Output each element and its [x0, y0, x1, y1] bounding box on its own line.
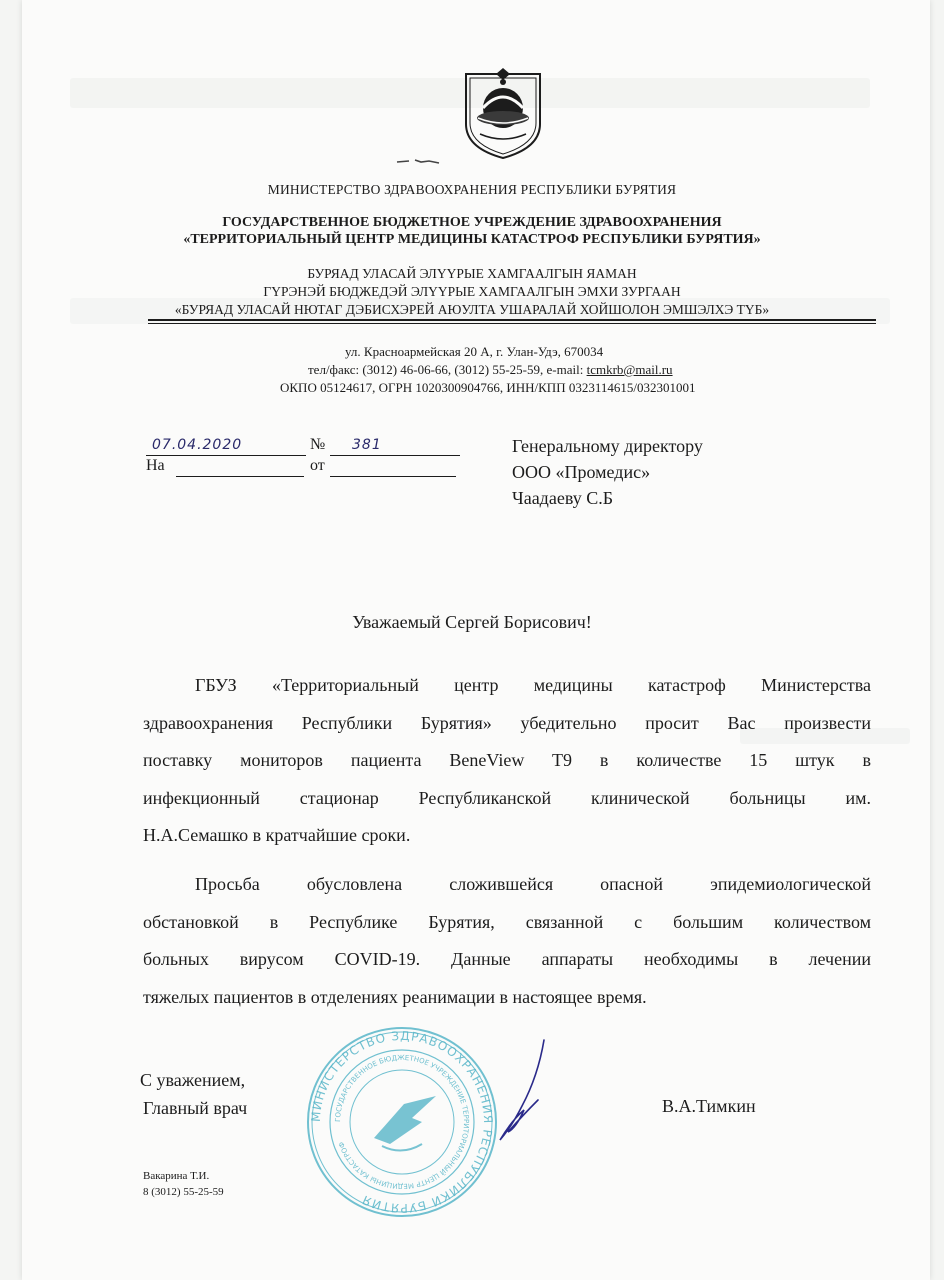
executor-name: Вакарина Т.И. [143, 1170, 210, 1182]
number-line [330, 455, 460, 456]
from-line [330, 476, 456, 477]
buryat-name-line1: БУРЯАД УЛАСАЙ ЭЛҮҮРЫЕ ХАМГААЛГЫН ЯАМАН [307, 266, 637, 281]
body-line: поставку мониторов пациента BeneView T9 в количестве 15 штук в [143, 750, 871, 770]
reply-label: На [146, 457, 165, 474]
salutation: Уважаемый Сергей Борисович! [352, 612, 592, 632]
handwritten-date: 07.04.2020 [152, 437, 243, 453]
body-line: ГБУЗ «Территориальный центр медицины катастроф Министерства [195, 675, 871, 695]
postal-address: ул. Красноармейская 20 А, г. Улан-Удэ, 670034 [345, 344, 604, 359]
number-label: № [310, 436, 326, 453]
executor-phone: 8 (3012) 55-25-59 [143, 1186, 224, 1198]
closing-regards: С уважением, [140, 1070, 246, 1090]
body-line: инфекционный стационар Республиканской клинической больницы им. [143, 787, 871, 808]
registry-codes: ОКПО 05124617, ОГРН 1020300904766, ИНН/КПП 0323114615/032301001 [280, 380, 696, 395]
signatory-position: Главный врач [143, 1098, 248, 1118]
institution-name-line2: «ТЕРРИТОРИАЛЬНЫЙ ЦЕНТР МЕДИЦИНЫ КАТАСТРОФ РЕСПУБЛИКИ БУРЯТИЯ» [183, 232, 761, 247]
addressee-name: Чаадаеву С.Б [512, 488, 614, 508]
handwritten-number: 381 [352, 437, 382, 453]
pen-mark [395, 156, 441, 166]
body-line: тяжелых пациентов в отделениях реанимации в настоящее время. [143, 986, 647, 1007]
ministry-name: МИНИСТЕРСТВО ЗДРАВООХРАНЕНИЯ РЕСПУБЛИКИ БУРЯТИЯ [267, 182, 677, 197]
stamp-outer-text: МИНИСТЕРСТВО ЗДРАВООХРАНЕНИЯ РЕСПУБЛИКИ БУРЯТИЯ [308, 1028, 496, 1216]
signatory-name: В.А.Тимкин [662, 1096, 756, 1116]
body-line: здравоохранения Республики Бурятия» убедительно просит Вас произвести [143, 712, 871, 733]
body-paragraph-2 [143, 866, 871, 1016]
body-line: Просьба обусловлена сложившейся опасной эпидемиологической [195, 874, 871, 894]
letterhead-divider [148, 319, 876, 321]
from-label: от [310, 457, 325, 474]
body-line: больных вирусом COVID-19. Данные аппараты необходимы в лечении [143, 949, 871, 969]
handwritten-signature [478, 1036, 558, 1146]
phone-fax: тел/факс: (3012) 46-06-66, (3012) 55-25-59, e-mail: [308, 362, 587, 377]
body-paragraph-1 [143, 667, 871, 855]
addressee-company: ООО «Промедис» [512, 462, 651, 482]
email-link[interactable]: tcmkrb@mail.ru [586, 362, 673, 377]
date-line [146, 455, 306, 456]
body-line: Н.А.Семашко в кратчайшие сроки. [143, 825, 411, 845]
addressee-position: Генеральному директору [512, 436, 703, 456]
contact-line [308, 362, 673, 378]
coat-of-arms-emblem [460, 68, 546, 160]
official-seal-stamp [304, 1026, 500, 1218]
letterhead-divider-thin [148, 323, 876, 324]
institution-name-line1: ГОСУДАРСТВЕННОЕ БЮДЖЕТНОЕ УЧРЕЖДЕНИЕ ЗДРАВООХРАНЕНИЯ [222, 215, 722, 230]
buryat-name-line3: «БУРЯАД УЛАСАЙ НЮТАГ ДЭБИСХЭРЕЙ АЮУЛТА УШАРАЛАЙ ХОЙШОЛОН ЭМШЭЛХЭ ТҮБ» [174, 302, 770, 317]
stamp-inner-text: ГОСУДАРСТВЕННОЕ БЮДЖЕТНОЕ УЧРЕЖДЕНИЕ ТЕРРИТОРИАЛЬНЫЙ ЦЕНТР МЕДИЦИНЫ КАТАСТРОФ [333, 1053, 471, 1191]
reply-line [176, 476, 304, 477]
buryat-name-line2: ГҮРЭНЭЙ БЮДЖЕДЭЙ ЭЛҮҮРЫЕ ХАМГААЛГЫН ЭМХИ ЗУРГААН [263, 284, 681, 299]
body-line: обстановкой в Республике Бурятия, связанной с большим количеством [143, 911, 871, 932]
